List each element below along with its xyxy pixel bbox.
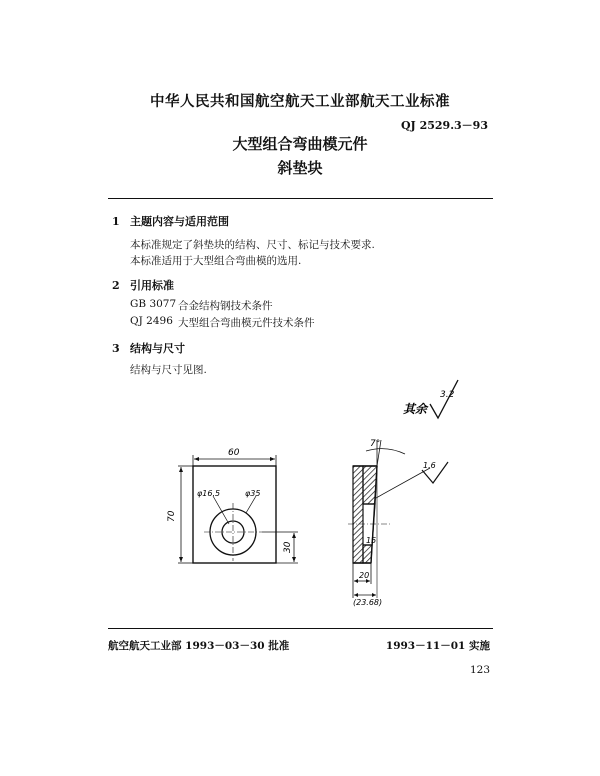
- reference-code: GB 3077: [130, 298, 177, 310]
- approval-line: 航空航天工业部 1993－03－30 批准: [108, 640, 290, 652]
- section-view: [348, 439, 448, 607]
- section-number: 1: [112, 215, 120, 228]
- dim-angle: 7°: [370, 439, 381, 449]
- standard-code: QJ 2529.3－93: [400, 119, 488, 132]
- section-title: 引用标准: [130, 279, 174, 292]
- page-number: 123: [469, 664, 490, 676]
- document-title: 大型组合弯曲模元件: [232, 135, 368, 153]
- implementation-date: 1993－11－01 实施: [385, 640, 490, 652]
- roughness-value: 3.2: [440, 390, 455, 400]
- dim-hole-large: φ35: [245, 489, 261, 498]
- footer-divider: [108, 628, 493, 629]
- section-number: 3: [112, 342, 120, 355]
- section-1-line-1: 本标准规定了斜垫块的结构、尺寸、标记与技术要求.: [130, 239, 375, 251]
- front-view: [167, 448, 298, 563]
- dim-center: 30: [283, 541, 293, 553]
- roughness-note: 其余: [403, 402, 428, 416]
- dim-total: (23.68): [353, 598, 383, 607]
- issuing-organization: 中华人民共和国航空航天工业部航天工业标准: [150, 93, 450, 110]
- dim-height: 70: [167, 510, 177, 522]
- block-outline: [193, 466, 276, 563]
- section-title: 主题内容与适用范围: [130, 215, 229, 228]
- document-subtitle: 斜垫块: [277, 159, 323, 177]
- reference-title: 合金结构钢技术条件: [178, 300, 273, 312]
- dim-surface: 1.6: [423, 461, 436, 470]
- section-1-line-2: 本标准适用于大型组合弯曲模的选用.: [130, 255, 302, 267]
- angle-arc: [366, 449, 405, 454]
- dim-thickness: 20: [359, 571, 370, 580]
- section-title: 结构与尺寸: [130, 342, 185, 355]
- dim-width: 60: [228, 448, 240, 458]
- section-number: 2: [112, 279, 120, 292]
- reference-code: QJ 2496: [130, 315, 173, 327]
- dim-hole-small: φ16.5: [197, 489, 221, 498]
- reference-title: 大型组合弯曲模元件技术条件: [178, 317, 315, 329]
- section-3-line-1: 结构与尺寸见图.: [130, 364, 207, 376]
- dim-depth: 15: [366, 536, 377, 545]
